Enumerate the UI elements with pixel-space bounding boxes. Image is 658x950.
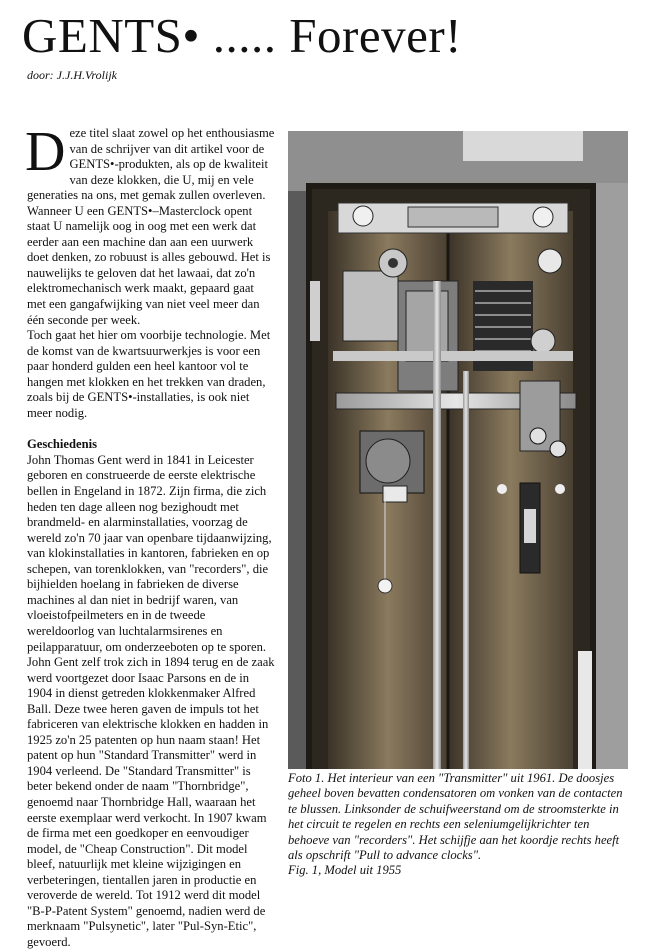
intro-paragraph-1-text: eze titel slaat zowel op het enthousiasme van de schrijver van dit artikel voor de GENTS•-produkten, als op de kwaliteit van deze klokken, die U, mij en vele generaties na ons, met gemak zullen overleven. Wanneer U een GENTS•–Masterclock opent staat U namelijk oog in oog met een werk dat eerder aan een machine dan aan een uurwerk doet denken, zo robuust is alles gebouwd. Het is nauwelijks te geloven dat het lawaai, dat zo'n elektromechanisch werk maakt, gepaard gaat met een gangafwijking van niet veel meer dan één seconde per week. bbox=[27, 126, 275, 327]
photo-caption bbox=[288, 771, 628, 879]
article-title: GENTS• ..... Forever! bbox=[22, 8, 462, 63]
intro-paragraph-1 bbox=[25, 121, 275, 328]
section-heading-history: Geschiedenis bbox=[27, 437, 97, 452]
article-text-column bbox=[25, 121, 275, 950]
transmitter-interior-photo bbox=[288, 131, 628, 769]
photo-caption-text: Foto 1. Het interieur van een "Transmitter" uit 1961. De doosjes geheel boven bevatten condensatoren om vonken van de contacten te blussen. Linksonder de schuifweerstand om de stroomsterkte in het circuit te regelen en rechts een seleniumgelijkrichter ten behoeve van "recorders". Het schijfje aan het koordje rechts heeft als opschrift "Pull to advance clocks". bbox=[288, 771, 623, 863]
figure-caption: Fig. 1, Model uit 1955 bbox=[288, 863, 402, 878]
transmitter-photo-illustration bbox=[288, 131, 628, 769]
drop-cap: D bbox=[25, 121, 66, 183]
history-paragraph-2: John Gent zelf trok zich in 1894 terug en de zaak werd voortgezet door Isaac Parsons en de in 1904 in dienst getreden klokkenmaker Alfred Ball. Deze twee heren gaven de impuls tot het fabriceren van elektrische klokken en hadden in 1925 zo'n 25 patenten op hun naam staan! Het patent op hun "Standard Transmitter" werd in 1904 verleend. De "Standard Transmitter" is beter bekend onder de naam "Thornbridge", genoemd naar Thornbridge Hall, waaraan het eerste exemplaar werd verkocht. In 1907 kwam de firma met een goedkoper en eenvoudiger model, de "Cheap Construction". Dit model bleef, natuurlijk met kleine wijzigingen en verbeteringen, tientallen jaren in productie en veroverde de wereld. Tot 1912 werd dit model "B-P-Patent System" genoemd, nadien werd de merknaam "Pulsynetic", later "Pul-Syn-Etic", gevoerd. bbox=[27, 655, 275, 949]
article-byline: door: J.J.H.Vrolijk bbox=[27, 68, 117, 82]
intro-paragraph-2: Toch gaat het hier om voorbije technologie. Met de komst van de kwartsuurwerkjes is voor een paar honderd gulden een heel kantoor vol te hangen met klokken en het trekken van draden, zoals bij de GENTS•-installaties, is ook niet meer nodig. bbox=[27, 328, 271, 420]
history-paragraph-1: John Thomas Gent werd in 1841 in Leicester geboren en construeerde de eerste elektrische bellen in Engeland in 1872. Zijn firma, die zich heden ten dage alleen nog bezighoudt met brandmeld- en alarminstallaties, voorzag de wereld zo'n 70 jaar van openbare tijdaanwijzing, van klokinstallaties in kantoren, fabrieken en op schepen, van torenklokken, van "recorders", die bijhielden hoelang in fabrieken de diverse machines al dan niet in bedrijf waren, van vloeistofpeilmeters en in de tweede wereldoorlog van luchtalarmsirenes en peilapparatuur, om onderzeeboten op te sporen. bbox=[27, 452, 272, 654]
